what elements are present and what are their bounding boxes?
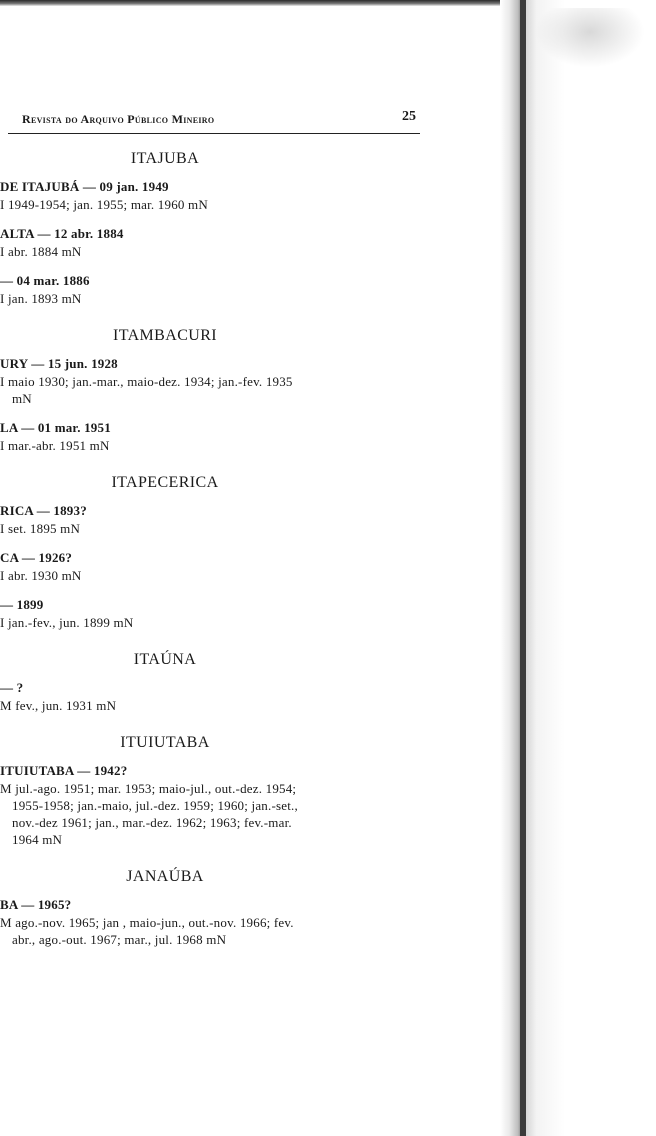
city-heading: ITUIUTABA <box>120 734 210 751</box>
holdings-line: I maio 1930; jan.-mar., maio-dez. 1934; jan.-fev. 1935 <box>0 374 293 389</box>
page-number: 25 <box>402 109 416 124</box>
periodical-title: RICA — 1893? <box>0 503 87 518</box>
periodical-entry <box>0 548 440 584</box>
holdings-line: I jan. 1893 mN <box>0 291 82 306</box>
holdings-line: I 1949-1954; jan. 1955; mar. 1960 mN <box>0 197 208 212</box>
city-heading: ITAÚNA <box>133 651 197 668</box>
periodical-title: — ? <box>0 680 24 695</box>
periodical-title: URY — 15 jun. 1928 <box>0 356 118 371</box>
periodical-title: LA — 01 mar. 1951 <box>0 420 111 435</box>
holdings-line: I jan.-fev., jun. 1899 mN <box>0 615 134 630</box>
periodical-entry <box>0 271 440 307</box>
page-content <box>0 148 440 968</box>
holdings-line: I mar.-abr. 1951 mN <box>0 438 110 453</box>
city-section <box>0 651 440 714</box>
header-rule <box>8 133 420 134</box>
facing-page <box>526 0 656 1136</box>
periodical-entry <box>0 354 440 407</box>
scan-smudge <box>535 8 645 68</box>
holdings-line: M fev., jun. 1931 mN <box>0 698 117 713</box>
periodical-title: DE ITAJUBÁ — 09 jan. 1949 <box>0 179 169 194</box>
running-title: Revista do Arquivo Público Mineiro <box>22 112 215 126</box>
periodical-entry <box>0 761 440 848</box>
periodical-entry <box>0 501 440 537</box>
holdings-line: 1964 mN <box>12 832 63 847</box>
city-heading: JANAÚBA <box>126 868 204 885</box>
holdings-line: I abr. 1884 mN <box>0 244 82 259</box>
holdings-line: mN <box>12 391 32 406</box>
city-section <box>0 327 440 454</box>
periodical-entry <box>0 418 440 454</box>
periodical-entry <box>0 595 440 631</box>
holdings-line: M ago.-nov. 1965; jan , maio-jun., out.-nov. 1966; fev. <box>0 915 294 930</box>
city-section <box>0 868 440 948</box>
holdings-line: M jul.-ago. 1951; mar. 1953; maio-jul., out.-dez. 1954; <box>0 781 297 796</box>
city-heading: ITAMBACURI <box>112 327 218 344</box>
periodical-entry <box>0 895 440 948</box>
holdings-line: nov.-dez 1961; jan., mar.-dez. 1962; 1963; fev.-mar. <box>12 815 292 830</box>
holdings-line: I set. 1895 mN <box>0 521 81 536</box>
city-heading: ITAPECERICA <box>111 474 219 491</box>
page-header <box>22 109 416 134</box>
periodical-title: — 1899 <box>0 597 44 612</box>
city-heading: ITAJUBA <box>130 150 200 167</box>
periodical-title: ALTA — 12 abr. 1884 <box>0 226 124 241</box>
periodical-title: BA — 1965? <box>0 897 72 912</box>
holdings-line: I abr. 1930 mN <box>0 568 82 583</box>
city-section <box>0 474 440 631</box>
periodical-title: CA — 1926? <box>0 550 73 565</box>
holdings-line: 1955-1958; jan.-maio, jul.-dez. 1959; 1960; jan.-set., <box>12 798 298 813</box>
city-section <box>0 734 440 848</box>
city-section <box>0 150 440 307</box>
periodical-title: — 04 mar. 1886 <box>0 273 90 288</box>
holdings-line: abr., ago.-out. 1967; mar., jul. 1968 mN <box>12 932 227 947</box>
periodical-title: ITUIUTABA — 1942? <box>0 763 128 778</box>
periodical-entry <box>0 224 440 260</box>
periodical-entry <box>0 678 440 714</box>
periodical-entry <box>0 177 440 213</box>
